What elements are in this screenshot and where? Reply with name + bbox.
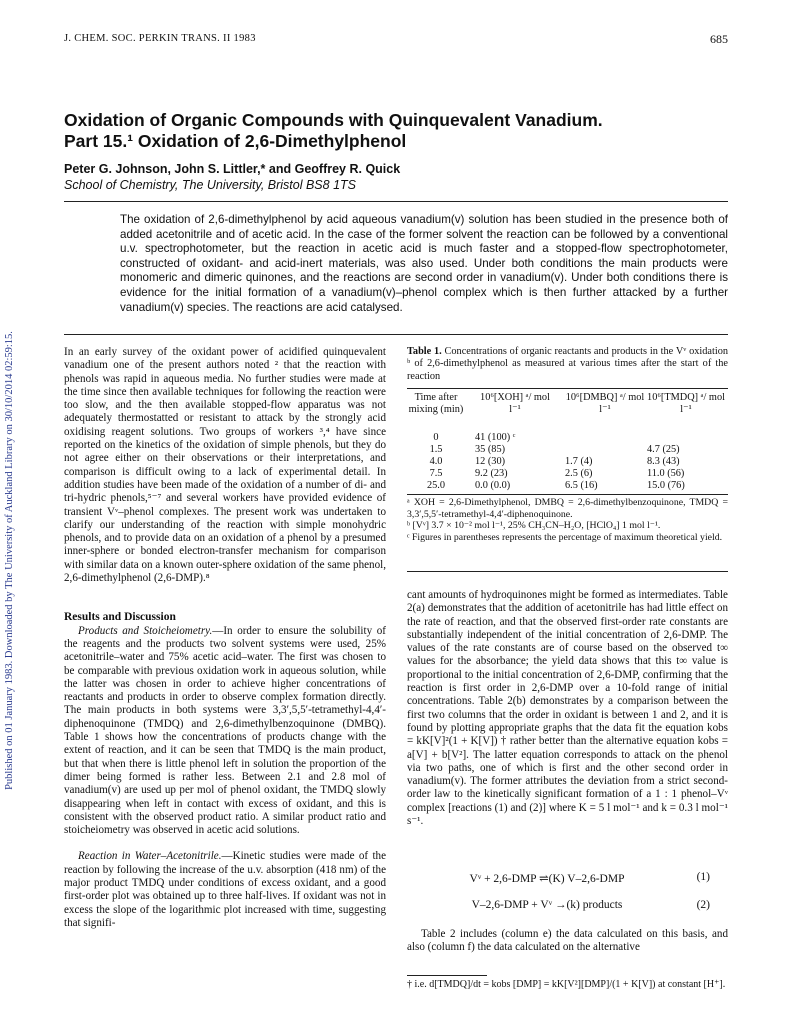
kinetics-paragraph: cant amounts of hydroquinones might be formed as intermediates. Table 2(a) demonstrates that the addition of acetonitrile has had little effect on the rate of reaction, and that the observed first-order rate constants are substantially independent of the initial concentration of 2,6-DMP. The values of the rate constants are of course based on the observed t∞ values for the absorbance; the yield data shows that this t∞ value is proportional to the initial concentration of 2,6-DMP, confirming that the reaction is first order in 2,6-DMP over a 10-fold range of initial concentrations. Table 2(b) demonstrates by a comparison between the first two columns that the order in oxidant is between 1 and 2, and it is found by plotting appropriate graphs that the data fit the equation kobs = kK[V]²(1 + K[V]) † rather better than the alternative equation kobs = a[V] + b[V²]. The latter equation corresponds to attack on the phenol via two paths, one of which is first and the other second order in vanadium(v). The former attributes the deviation from a strict second-order law to the kinetically significant formation of a 1 : 1 phenol–Vᵛ complex [reactions (1) and (2)] where K = 5 l mol⁻¹ and k = 0.3 l mol⁻¹ s⁻¹. (407, 589, 728, 828)
table-row (407, 432, 728, 444)
table-row (407, 456, 728, 468)
table-cell: 1.7 (4) (565, 456, 593, 467)
table-rule-bottom (407, 494, 728, 495)
footnote-rule (407, 975, 487, 976)
equation-1-number: (1) (696, 871, 710, 883)
download-watermark-text: Published on 01 January 1983. Downloaded by The University of Auckland Library on 30/10/2014 02:59:15. (3, 330, 15, 790)
footnote: † i.e. d[TMDQ]/dt = kobs [DMP] = kK[V²][DMP]/(1 + K[V]) at constant [H⁺]. (407, 979, 726, 990)
table-note-b: ᵇ [Vᵛ] 3.7 × 10⁻² mol l⁻¹, 25% CH₃CN–H₂O, [HClO₄] 1 mol l⁻¹. (407, 520, 661, 532)
table-cell: 35 (85) (475, 444, 506, 455)
abstract: The oxidation of 2,6-dimethylphenol by acid aqueous vanadium(v) solution has been studied in the presence both of added acetonitrile and of acetic acid. In the case of the former solvent the reaction can be followed by a conventional u.v. spectrophotometer, but the reaction in acetic acid is much faster and a stopped-flow spectrophotometer, constructed of oxidant- and acid-inert materials, was also used. Under both conditions the main products were monomeric and dimeric quinones, and the reactions are second order in vanadium(v). Under both conditions there is evidence for the initial formation of a vanadium(v)–phenol complex which is then further attacked by a further vanadium(v) species. The reactions are acid catalysed. (120, 213, 728, 314)
reaction-paragraph (64, 850, 386, 930)
products-paragraph (64, 625, 386, 838)
equation-2-expression: V–2,6-DMP + Vᵛ →(k) products (471, 899, 623, 911)
table-cell: 9.2 (23) (475, 468, 508, 479)
section-heading-results: Results and Discussion (64, 611, 176, 624)
table-cell: 4.0 (429, 456, 443, 467)
table-cell: 0.0 (0.0) (475, 480, 511, 491)
equation-2-number: (2) (696, 899, 710, 911)
table-cell: 8.3 (43) (647, 456, 680, 467)
download-watermark (2, 120, 16, 1000)
table-note-a: ᵃ XOH = 2,6-Dimethylphenol, DMBQ = 2,6-dimethylbenzoquinone, TMDQ = 3,3′,5,5′-tetramethyl-4,4′-diphenoquinone. (407, 497, 728, 520)
table-header-cell: 10⁶[XOH] ᵃ/ mol l⁻¹ (480, 392, 550, 415)
table-section-divider (407, 571, 728, 572)
page-number: 685 (710, 32, 728, 46)
table2-paragraph: Table 2 includes (column e) the data calculated on this basis, and also (column f) the data calculated on the alternative (407, 928, 728, 954)
table-header-cell: 10⁶[DMBQ] ᵃ/ mol l⁻¹ (565, 392, 645, 415)
table-rule-top (407, 388, 728, 389)
title-line-1: Oxidation of Organic Compounds with Quinquevalent Vanadium. (64, 110, 603, 130)
reaction-subheading: Reaction in Water–Acetonitrile. (78, 850, 222, 863)
products-text: —In order to ensure the solubility of the reagents and the products two solvent systems were used, 25% acetonitrile–water and 75% acetic acid–water. The first was chosen to be comparable with previous oxidation work in aqueous solution, while the latter was chosen in order to achieve higher concentrations of reactants and products in order to observe complex formation directly. The main products in both systems were 3,3′,5,5′-tetramethyl-4,4′-diphenoquinone (TMDQ) and 2,6-dimethylbenzoquinone (DMBQ). Table 1 shows how the concentrations of products change with the extent of reaction, and it can be seen that TMDQ is the main product, but that when there is little phenol left in solution the proportion of the dimer being formed is rather less. Between 2.1 and 2.8 mol of vanadium(v) are used up per mol of phenol oxidant, the TMDQ slowly disappearing when left in contact with excess of oxidant, and this is consistent with the observed product ratio. A similar product ratio and stoicheiometry was observed in acetic acid solutions. (64, 624, 386, 837)
running-header: J. CHEM. SOC. PERKIN TRANS. II 1983 (64, 33, 256, 44)
table-cell: 2.5 (6) (565, 468, 593, 479)
table-row (407, 444, 728, 456)
products-subheading: Products and Stoicheiometry. (78, 624, 213, 637)
title-line-2: Part 15.¹ Oxidation of 2,6-Dimethylphenol (64, 131, 407, 151)
table-cell: 6.5 (16) (565, 480, 598, 491)
left-column (64, 346, 386, 930)
right-column-text (407, 589, 728, 828)
equation-2 (407, 899, 728, 915)
table-header-cell: 10⁶[TMDQ] ᵃ/ mol l⁻¹ (647, 392, 725, 415)
table-cell: 15.0 (76) (647, 480, 685, 491)
affiliation: School of Chemistry, The University, Bristol BS8 1TS (64, 178, 356, 192)
table-cell: 7.5 (429, 468, 443, 479)
table-1-label: Table 1. (407, 346, 442, 357)
table-note-c: ᶜ Figures in parentheses represents the percentage of maximum theoretical yield. (407, 531, 723, 543)
table-cell: 11.0 (56) (647, 468, 685, 479)
table-row (407, 480, 728, 492)
table-cell: 4.7 (25) (647, 444, 680, 455)
article-title (64, 110, 704, 152)
equation-1 (407, 871, 728, 887)
right-column-continuation (407, 928, 728, 955)
intro-paragraph: In an early survey of the oxidant power of acidified quinquevalent vanadium one of the present authors noted ² that the reaction with phenols was rapid in aqueous media. No further studies were made at the time since then available techniques for following the reaction were too slow, and the then available stopped-flow apparatus was not adequately thermostatted or resistant to attack by the strongly acid oxidising reagent solutions. Two groups of workers ³,⁴ have since reported on the kinetics of the oxidation of simple phenols, but they do not agree either on their observations or their interpretations, and comparison is difficult owing to a lack of experimental detail. In addition studies have been made of the oxidation of a number of di- and tri-hydric phenols,⁵⁻⁷ and several workers have provided evidence of transient Vᵛ–phenol complexes. The present work was undertaken to clarify our understanding of the reaction with simple monohydric phenols, and to provide data on an oxidation of a phenol by a presumed inner-sphere or bonded electron-transfer mechanism for comparison with similar data on a known outer-sphere oxidation of the same phenol, 2,6-dimethylphenol (2,6-DMP).⁸ (64, 346, 386, 585)
table-cell: 41 (100) ᶜ (475, 432, 516, 443)
table-cell: 0 (433, 432, 439, 443)
table-header-cell: Time after mixing (min) (408, 392, 464, 415)
header-rule-top (64, 201, 728, 202)
table-cell: 12 (30) (475, 456, 506, 467)
table-1-notes (407, 497, 728, 543)
table-1 (407, 390, 728, 492)
header-rule-bottom (64, 334, 728, 335)
table-1-caption-text: Concentrations of organic reactants and products in the Vᵛ oxidation ᵇ of 2,6-dimethylphenol as measured at various times after the start of the reaction (407, 346, 728, 382)
equation-1-expression: Vᵛ + 2,6-DMP ⇌(K) V–2,6-DMP (469, 873, 625, 885)
table-1-caption (407, 346, 728, 383)
reaction-text: —Kinetic studies were made of the reaction by following the increase of the u.v. absorption (418 nm) of the major product TMDQ under conditions of excess oxidant, and a good first-order plot was obtained up to three half-lives. If oxidant was not in excess the slope of the logarithmic plot increased with time, suggesting that signifi- (64, 850, 386, 929)
table-row (407, 468, 728, 480)
table-header-row (407, 390, 728, 432)
author-list: Peter G. Johnson, John S. Littler,* and Geoffrey R. Quick (64, 162, 401, 176)
table-cell: 25.0 (426, 480, 446, 491)
table-cell: 1.5 (429, 444, 443, 455)
